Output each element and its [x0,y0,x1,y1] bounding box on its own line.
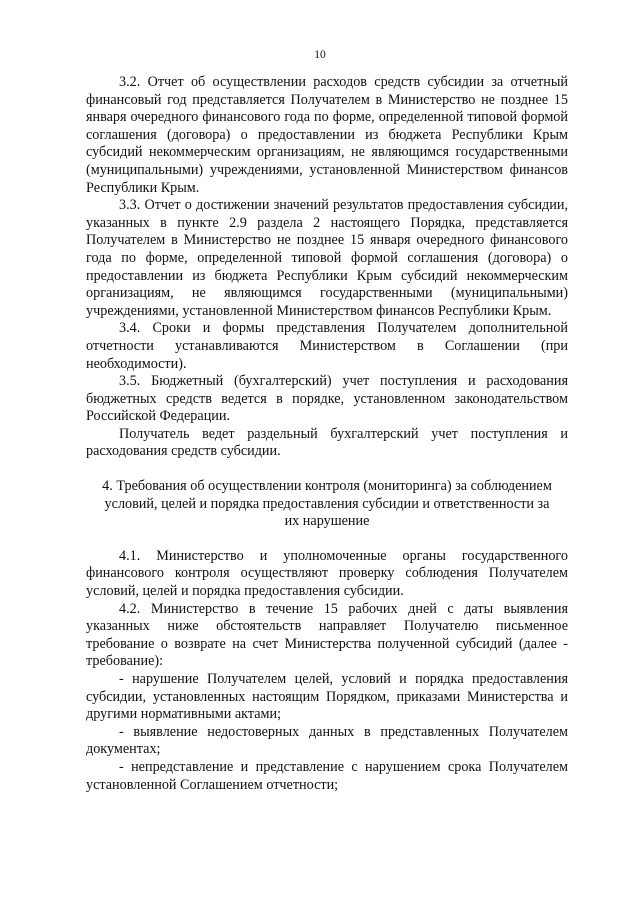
page-number: 10 [314,49,326,61]
document-body [86,74,568,794]
paragraph-3-5: 3.5. Бюджетный (бухгалтерский) учет поступления и расходования бюджетных средств ведется в порядке, установленном законодательством Российской Федерации. [86,373,568,425]
paragraph-4-2: 4.2. Министерство в течение 15 рабочих дней с даты выявления указанных ниже обстоятельств направляет Получателю письменное требование о возврате на счет Министерства полученной субсидий (далее - требование): [86,600,568,670]
list-item-violation: - нарушение Получателем целей, условий и порядка предоставления субсидии, установленных настоящим Порядком, приказами Министерства и другими нормативными актами; [86,671,568,723]
spacer [86,461,568,478]
paragraph-4-1: 4.1. Министерство и уполномоченные органы государственного финансового контроля осуществляют проверку соблюдения Получателем условий, целей и порядка предоставления субсидии. [86,547,568,600]
paragraph-3-2: 3.2. Отчет об осуществлении расходов средств субсидии за отчетный финансовый год представляется Получателем в Министерство не позднее 15 января очередного финансового года по форме, определенной типовой формой соглашения (договора) о предоставлении из бюджета Республики Крым субсидий некоммерческим организациям, не являющимся государственными (муниципальными) учреждениями, установленной Министерством финансов Республики Крым. [86,74,568,196]
paragraph-3-4: 3.4. Сроки и формы представления Получателем дополнительной отчетности устанавливаются Министерством в Соглашении (при необходимости). [86,320,568,372]
paragraph-3-3: 3.3. Отчет о достижении значений результатов предоставления субсидии, указанных в пункте 2.9 раздела 2 настоящего Порядка, представляется Получателем в Министерство не позднее 15 января очередного финансового года по форме, определенной типовой формой соглашения (договора) о предоставлении из бюджета Республики Крым субсидий некоммерческим организациям, не являющимся государственными (муниципальными) учреждениями, установленной Министерством финансов Республики Крым. [86,197,568,319]
paragraph-separate-accounting: Получатель ведет раздельный бухгалтерский учет поступления и расходования средств субсидии. [86,425,568,460]
list-item-false-data: - выявление недостоверных данных в представленных Получателем документах; [86,723,568,758]
spacer [86,531,568,548]
list-item-reporting: - непредставление и представление с нарушением срока Получателем установленной Соглашением отчетности; [86,758,568,793]
section-heading: 4. Требования об осуществлении контроля (мониторинга) за соблюдением условий, целей и порядка предоставления субсидии и ответственности за их нарушение [102,478,552,530]
